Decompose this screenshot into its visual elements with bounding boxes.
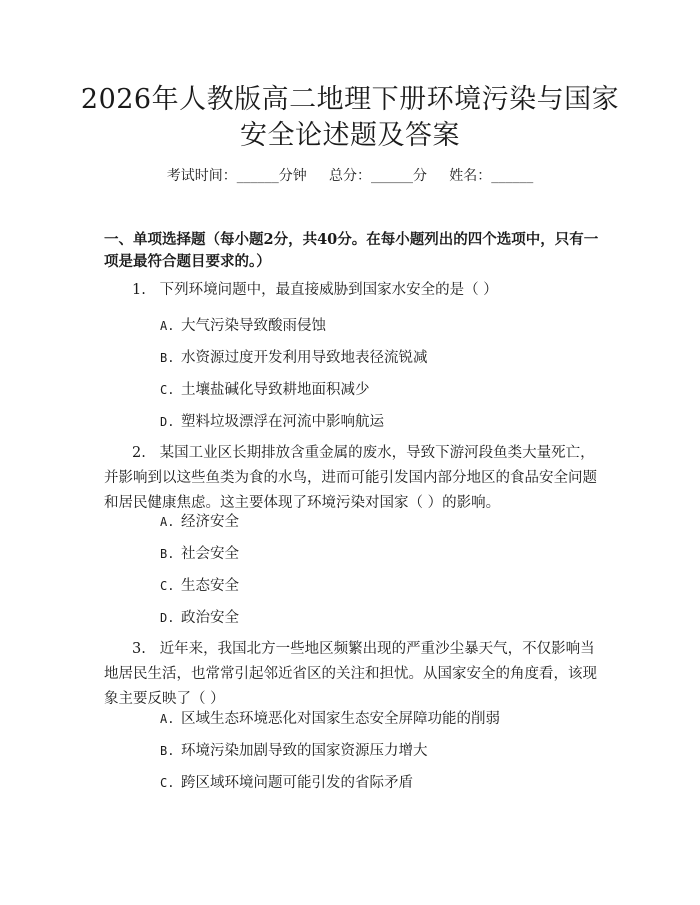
question-1 bbox=[104, 278, 604, 303]
question-number: 3. bbox=[132, 641, 146, 657]
question-2 bbox=[104, 441, 604, 516]
option-letter: B. bbox=[160, 744, 175, 758]
option-text: 大气污染导致酸雨侵蚀 bbox=[181, 318, 326, 334]
option-letter: B. bbox=[160, 351, 175, 365]
option-letter: A. bbox=[160, 712, 175, 726]
question-1-option-b bbox=[160, 348, 600, 368]
option-letter: C. bbox=[160, 579, 175, 593]
option-text: 社会安全 bbox=[181, 546, 239, 562]
option-letter: A. bbox=[160, 515, 175, 529]
section-heading: 一、单项选择题（每小题2分，共40分。在每小题列出的四个选项中，只有一项是最符合题目要求的。） bbox=[104, 231, 599, 270]
option-letter: D. bbox=[160, 611, 175, 625]
question-3 bbox=[104, 637, 604, 712]
document-title-line1: 2026年人教版高二地理下册环境污染与国家 bbox=[80, 84, 620, 115]
option-text: 环境污染加剧导致的国家资源压力增大 bbox=[181, 743, 428, 759]
question-2-option-a bbox=[160, 512, 600, 532]
option-text: 土壤盐碱化导致耕地面积减少 bbox=[181, 382, 370, 398]
option-text: 政治安全 bbox=[181, 610, 239, 626]
document-title-line2: 安全论述题及答案 bbox=[240, 120, 460, 151]
question-text: 近年来，我国北方一些地区频繁出现的严重沙尘暴天气，不仅影响当地居民生活，也常常引起邻近省区的关注和担忧。从国家安全的角度看，该现象主要反映了（ ） bbox=[104, 641, 597, 707]
option-letter: A. bbox=[160, 319, 175, 333]
question-3-option-b bbox=[160, 741, 600, 761]
question-1-option-c bbox=[160, 380, 600, 400]
question-1-option-d bbox=[160, 412, 600, 432]
option-letter: C. bbox=[160, 383, 175, 397]
option-letter: C. bbox=[160, 776, 175, 790]
question-2-option-b bbox=[160, 544, 600, 564]
option-text: 水资源过度开发利用导致地表径流锐减 bbox=[181, 350, 428, 366]
question-number: 1. bbox=[132, 282, 146, 298]
option-text: 经济安全 bbox=[181, 514, 239, 530]
question-3-option-a bbox=[160, 709, 600, 729]
option-text: 区域生态环境恶化对国家生态安全屏障功能的削弱 bbox=[181, 711, 500, 727]
option-letter: D. bbox=[160, 415, 175, 429]
option-text: 跨区域环境问题可能引发的省际矛盾 bbox=[181, 775, 413, 791]
question-2-option-c bbox=[160, 576, 600, 596]
question-1-option-a bbox=[160, 316, 600, 336]
option-text: 生态安全 bbox=[181, 578, 239, 594]
exam-info-line: 考试时间：______分钟 总分：______分 姓名：______ bbox=[166, 168, 534, 184]
option-text: 塑料垃圾漂浮在河流中影响航运 bbox=[181, 414, 384, 430]
question-text: 某国工业区长期排放含重金属的废水，导致下游河段鱼类大量死亡，并影响到以这些鱼类为食的水鸟，进而可能引发国内部分地区的食品安全问题和居民健康焦虑。这主要体现了环境污染对国家（ ）的影响。 bbox=[104, 445, 597, 511]
question-3-option-c bbox=[160, 773, 600, 793]
question-2-option-d bbox=[160, 608, 600, 628]
question-number: 2. bbox=[132, 445, 146, 461]
option-letter: B. bbox=[160, 547, 175, 561]
question-text: 下列环境问题中，最直接威胁到国家水安全的是（ ） bbox=[159, 282, 498, 298]
